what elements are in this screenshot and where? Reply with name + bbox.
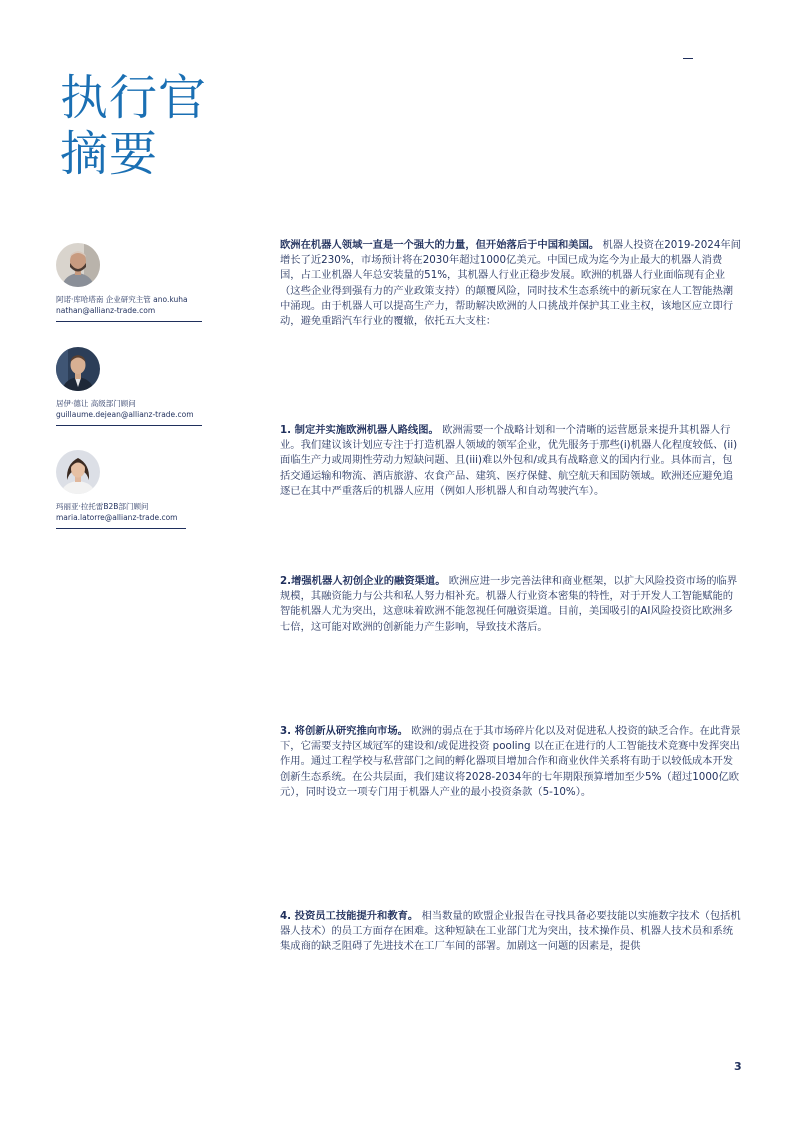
avatar bbox=[56, 243, 100, 287]
paragraph-body: 欧洲的弱点在于其市场碎片化以及对促进私人投资的缺乏合作。在此背景下，它需要支持区域冠军的建设和/或促进投资 pooling 以在正在进行的人工智能技术竞赛中发挥突出作用。通过工程学校与私营部门之间的孵化器项目增加合作和商业伙伴关系将有助于以较低成本开发创新生态系统。在公共层面，我们建议将2028-2034年的七年期限预算增加至少5%（超过1000亿欧元），同时设立一项专门用于机器人产业的最小投资条款（5-10%）。 bbox=[280, 725, 741, 798]
summary-paragraph-3 bbox=[280, 724, 742, 800]
divider bbox=[56, 528, 186, 529]
author-card-3 bbox=[56, 450, 186, 529]
author-name: 居伊·德让 高级部门顾问 bbox=[56, 399, 136, 408]
title-line-1: 执行官 bbox=[60, 70, 208, 126]
author-card-1 bbox=[56, 243, 202, 322]
header-dash bbox=[683, 58, 693, 59]
paragraph-lead: 4. 投资员工技能提升和教育。 bbox=[280, 910, 419, 922]
summary-paragraph-4 bbox=[280, 909, 742, 955]
page-title bbox=[60, 70, 207, 182]
author-name: 玛丽亚·拉托雷B2B部门顾问 bbox=[56, 502, 149, 511]
paragraph-body: 相当数量的欧盟企业报告在寻找具备必要技能以实施数字技术（包括机器人技术）的员工方面存在困难。这种短缺在工业部门尤为突出，技术操作员、机器人技术员和系统集成商的缺乏阻碍了先进技术在工厂车间的部署。加剧这一问题的因素是，提供 bbox=[280, 910, 741, 953]
title-line-2: 摘要 bbox=[60, 126, 159, 182]
author-email[interactable]: guillaume.dejean@allianz-trade.com bbox=[56, 410, 194, 419]
paragraph-lead: 2.增强机器人初创企业的融资渠道。 bbox=[280, 575, 446, 587]
summary-paragraph-2 bbox=[280, 574, 742, 635]
paragraph-body: 欧洲需要一个战略计划和一个清晰的运营愿景来提升其机器人行业。我们建议该计划应专注于打造机器人领域的领军企业，优先服务于那些(i)机器人化程度较低、(ii)面临生产力或周期性劳动力短缺问题、且(iii)难以外包和/或具有战略意义的国内行业。具体而言，包括交通运输和物流、酒店旅游、农食产品、建筑、医疗保健、航空航天和国防领域。欧洲还应避免追逐已在其中严重落后的机器人应用（例如人形机器人和自动驾驶汽车）。 bbox=[280, 424, 738, 497]
paragraph-body: 机器人投资在2019-2024年间增长了近230%，市场预计将在2030年超过1000亿美元。中国已成为迄今为止最大的机器人消费国，占工业机器人年总安装量的51%，其机器人行业正稳步发展。欧洲的机器人行业面临现有企业（这些企业得到强有力的产业政策支持）的颠覆风险，同时技术生态系统中的新玩家在人工智能热潮中涌现。由于机器人可以提高生产力，帮助解决欧洲的人口挑战并保护其工业主权，该地区应立即行动，避免重蹈汽车行业的覆辙，依托五大支柱： bbox=[280, 239, 741, 328]
paragraph-lead: 欧洲在机器人领域一直是一个强大的力量，但开始落后于中国和美国。 bbox=[280, 239, 600, 251]
author-name: 阿诺·库哈塔南 企业研究主管 ano.kuha bbox=[56, 295, 188, 304]
author-card-2 bbox=[56, 347, 202, 426]
summary-paragraph-intro bbox=[280, 238, 742, 329]
paragraph-lead: 1. 制定并实施欧洲机器人路线图。 bbox=[280, 424, 439, 436]
author-email[interactable]: nathan@allianz-trade.com bbox=[56, 306, 156, 315]
avatar bbox=[56, 450, 100, 494]
summary-paragraph-1 bbox=[280, 423, 742, 499]
page-number: 3 bbox=[734, 1060, 742, 1073]
author-email[interactable]: maria.latorre@allianz-trade.com bbox=[56, 513, 178, 522]
paragraph-lead: 3. 将创新从研究推向市场。 bbox=[280, 725, 408, 737]
divider bbox=[56, 321, 202, 322]
paragraph-body: 欧洲应进一步完善法律和商业框架，以扩大风险投资市场的临界规模，其融资能力与公共和私人努力相补充。机器人行业资本密集的特性，对于开发人工智能赋能的智能机器人尤为突出，这意味着欧洲不能忽视任何融资渠道。目前，美国吸引的AI风险投资比欧洲多七倍，这可能对欧洲的创新能力产生影响，导致技术落后。 bbox=[280, 575, 738, 633]
divider bbox=[56, 425, 202, 426]
avatar bbox=[56, 347, 100, 391]
